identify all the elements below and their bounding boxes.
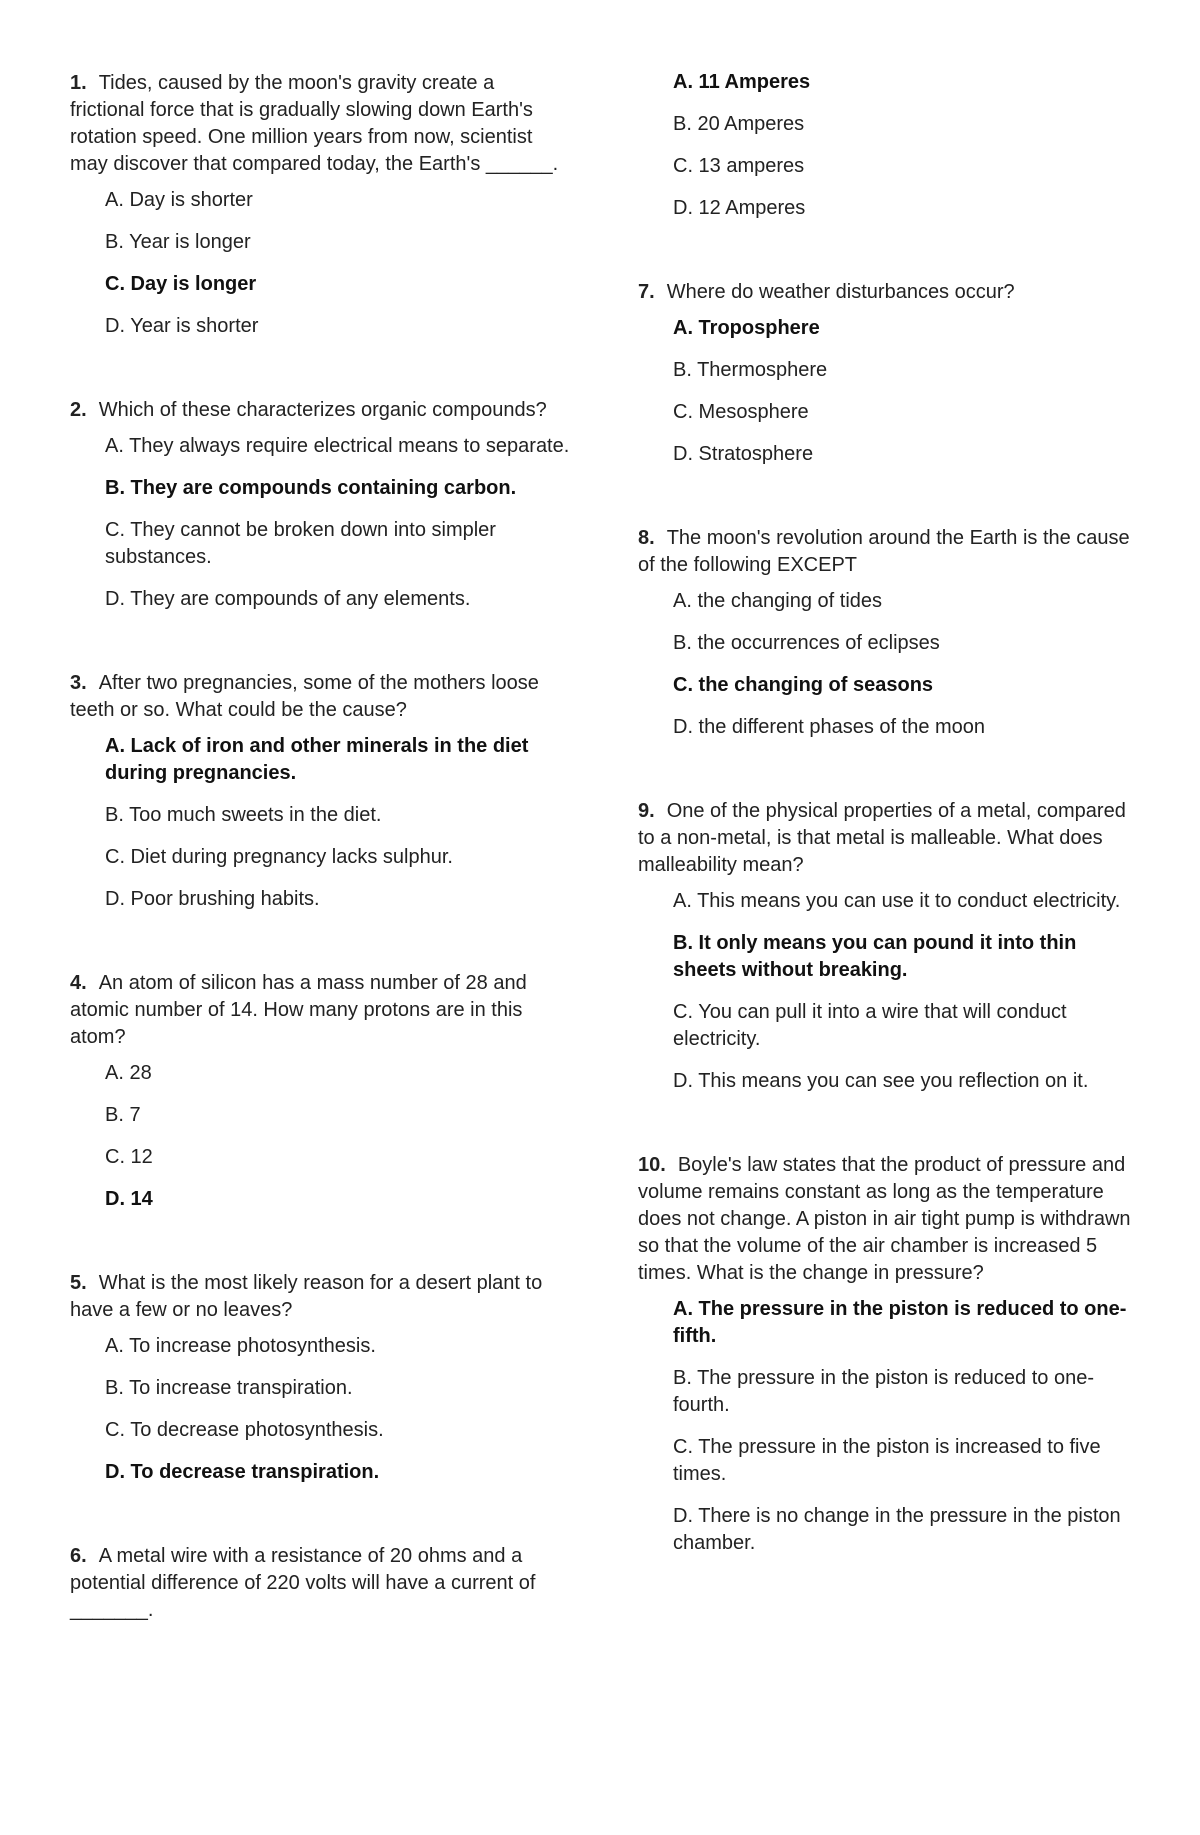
answer-option: D. 12 Amperes bbox=[673, 197, 806, 219]
answer-option: B. Year is longer bbox=[105, 231, 251, 253]
answer-option: B. Thermosphere bbox=[673, 359, 828, 381]
question-number: 7. bbox=[638, 281, 655, 303]
answer-option: B. The pressure in the piston is reduced to one-fourth. bbox=[673, 1367, 1094, 1416]
question-2 bbox=[70, 397, 570, 613]
answer-option: A. They always require electrical means to separate. bbox=[105, 435, 570, 457]
question-6 bbox=[70, 1543, 570, 1624]
question-4 bbox=[70, 970, 570, 1213]
question-text: After two pregnancies, some of the mothers loose teeth or so. What could be the cause? bbox=[70, 672, 539, 721]
answer-option: C. Mesosphere bbox=[673, 401, 809, 423]
answer-option: D. the different phases of the moon bbox=[673, 716, 986, 738]
question-6-continued-options bbox=[638, 69, 1138, 279]
question-stem bbox=[70, 1543, 570, 1624]
answer-option-correct: B. They are compounds containing carbon. bbox=[105, 477, 517, 499]
answer-option-correct: B. It only means you can pound it into thin sheets without breaking. bbox=[673, 932, 1077, 981]
question-stem bbox=[70, 670, 570, 724]
question-number: 5. bbox=[70, 1272, 87, 1294]
question-3 bbox=[70, 670, 570, 913]
question-7 bbox=[638, 279, 1138, 468]
question-number: 9. bbox=[638, 800, 655, 822]
question-text: A metal wire with a resistance of 20 ohms and a potential difference of 220 volts will have a current of _______. bbox=[70, 1545, 536, 1621]
question-9 bbox=[638, 798, 1138, 1095]
answer-option-correct: D. 14 bbox=[105, 1188, 153, 1210]
answer-option: C. 13 amperes bbox=[673, 155, 805, 177]
answer-option-correct: A. Troposphere bbox=[673, 317, 820, 339]
question-number: 1. bbox=[70, 72, 87, 94]
question-stem bbox=[638, 1152, 1138, 1287]
answer-option: D. They are compounds of any elements. bbox=[105, 588, 471, 610]
question-text: An atom of silicon has a mass number of 28 and atomic number of 14. How many protons are in this atom? bbox=[70, 972, 527, 1048]
left-column bbox=[70, 70, 570, 1681]
question-number: 10. bbox=[638, 1154, 666, 1176]
answer-option-correct: A. 11 Amperes bbox=[673, 71, 811, 93]
answer-option: A. 28 bbox=[105, 1062, 152, 1084]
answer-option: B. the occurrences of eclipses bbox=[673, 632, 940, 654]
answer-option: C. The pressure in the piston is increased to five times. bbox=[673, 1436, 1101, 1485]
answer-option: D. There is no change in the pressure in the piston chamber. bbox=[673, 1505, 1121, 1554]
question-number: 6. bbox=[70, 1545, 87, 1567]
answer-option-correct: C. Day is longer bbox=[105, 273, 257, 295]
question-stem bbox=[70, 1270, 570, 1324]
answer-option: B. To increase transpiration. bbox=[105, 1377, 353, 1399]
question-number: 2. bbox=[70, 399, 87, 421]
question-1 bbox=[70, 70, 570, 340]
question-stem bbox=[638, 525, 1138, 579]
question-text: The moon's revolution around the Earth is the cause of the following EXCEPT bbox=[638, 527, 1130, 576]
question-number: 8. bbox=[638, 527, 655, 549]
answer-option: D. Stratosphere bbox=[673, 443, 814, 465]
answer-option: B. 7 bbox=[105, 1104, 141, 1126]
answer-option: C. Diet during pregnancy lacks sulphur. bbox=[105, 846, 453, 868]
question-text: Which of these characterizes organic compounds? bbox=[98, 399, 547, 421]
question-text: One of the physical properties of a metal, compared to a non-metal, is that metal is malleable. What does malleability mean? bbox=[638, 800, 1126, 876]
question-stem bbox=[638, 279, 1138, 306]
answer-option: C. To decrease photosynthesis. bbox=[105, 1419, 384, 1441]
answer-option: B. 20 Amperes bbox=[673, 113, 805, 135]
question-stem bbox=[70, 397, 570, 424]
answer-option-correct: A. Lack of iron and other minerals in the diet during pregnancies. bbox=[105, 735, 529, 784]
question-stem bbox=[70, 970, 570, 1051]
question-text: Where do weather disturbances occur? bbox=[666, 281, 1015, 303]
question-5 bbox=[70, 1270, 570, 1486]
question-text: What is the most likely reason for a desert plant to have a few or no leaves? bbox=[70, 1272, 543, 1321]
answer-option: D. Year is shorter bbox=[105, 315, 259, 337]
answer-option: A. This means you can use it to conduct electricity. bbox=[673, 890, 1121, 912]
answer-option-correct: C. the changing of seasons bbox=[673, 674, 934, 696]
question-8 bbox=[638, 525, 1138, 741]
answer-option-correct: A. The pressure in the piston is reduced to one-fifth. bbox=[673, 1298, 1127, 1347]
answer-option: A. Day is shorter bbox=[105, 189, 253, 211]
answer-option: B. Too much sweets in the diet. bbox=[105, 804, 382, 826]
question-stem bbox=[638, 798, 1138, 879]
answer-option: C. You can pull it into a wire that will conduct electricity. bbox=[673, 1001, 1067, 1050]
answer-option: D. Poor brushing habits. bbox=[105, 888, 320, 910]
question-stem bbox=[70, 70, 570, 178]
answer-option-correct: D. To decrease transpiration. bbox=[105, 1461, 380, 1483]
answer-option: A. To increase photosynthesis. bbox=[105, 1335, 376, 1357]
answer-option: A. the changing of tides bbox=[673, 590, 883, 612]
answer-option: C. They cannot be broken down into simpler substances. bbox=[105, 519, 496, 568]
question-text: Tides, caused by the moon's gravity create a frictional force that is gradually slowing down Earth's rotation speed. One million years from now, scientist may discover that compared today, the Earth's ______. bbox=[70, 72, 559, 175]
question-10 bbox=[638, 1152, 1138, 1557]
question-text: Boyle's law states that the product of pressure and volume remains constant as long as the temperature does not change. A piston in air tight pump is withdrawn so that the volume of the air chamber is increased 5 times. What is the change in pressure? bbox=[638, 1154, 1131, 1284]
question-number: 4. bbox=[70, 972, 87, 994]
answer-option: C. 12 bbox=[105, 1146, 153, 1168]
answer-option: D. This means you can see you reflection on it. bbox=[673, 1070, 1089, 1092]
spacer bbox=[638, 237, 1138, 279]
right-column bbox=[638, 70, 1138, 1614]
question-number: 3. bbox=[70, 672, 87, 694]
